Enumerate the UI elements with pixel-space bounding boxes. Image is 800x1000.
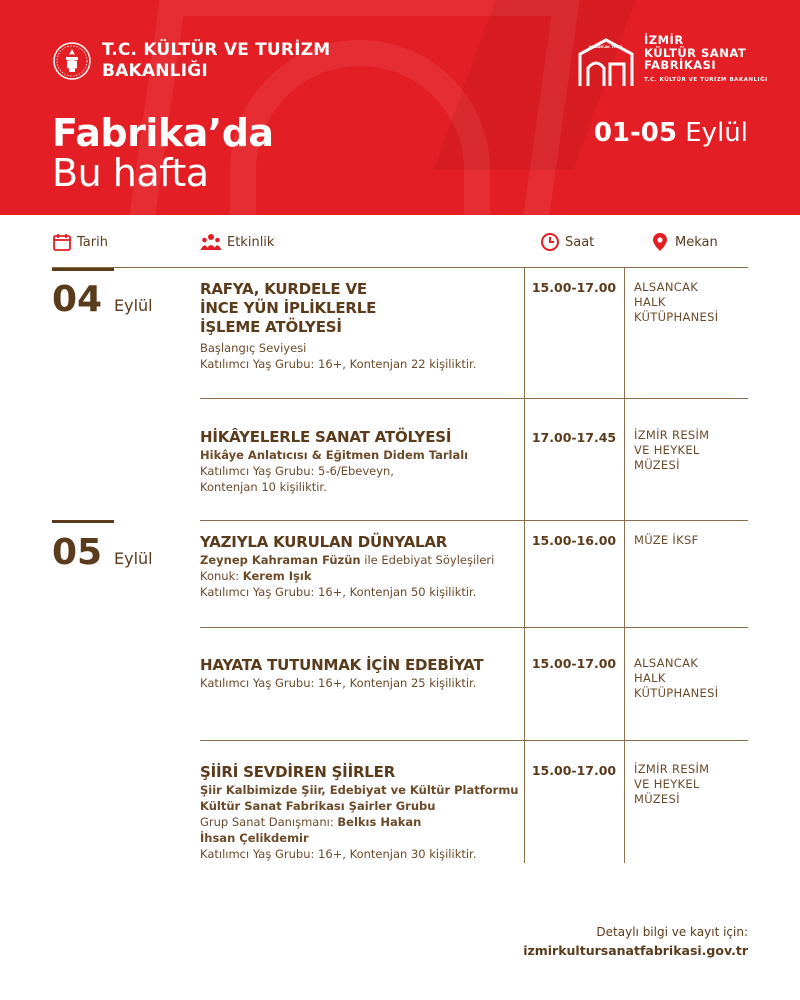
event-place [634,280,744,325]
ministry-name-line1: T.C. KÜLTÜR VE TURİZM [102,40,331,60]
event-item[interactable] [200,656,520,691]
event-title: ŞİİRİ SEVDİREN ŞİİRLER [200,763,396,781]
event-place-line: KÜTÜPHANESİ [634,310,719,324]
event-item[interactable] [200,533,520,600]
date-range-month: Eylül [685,118,748,148]
event-capacity: Katılımcı Yaş Grubu: 5-6/Ebeveyn, [200,464,394,478]
day-month: Eylül [114,296,153,315]
event-guest-name: Kerem Işık [242,569,312,583]
event-item[interactable] [200,280,520,372]
location-pin-icon [650,232,670,252]
event-capacity: Kontenjan 10 kişiliktir. [200,480,327,494]
footer-info: Detaylı bilgi ve kayıt için: [596,925,748,939]
event-title: HAYATA TUTUNMAK İÇİN EDEBİYAT [200,656,484,674]
event-host-desc: ile Edebiyat Söyleşileri [360,553,495,567]
event-time: 17.00-17.45 [531,430,617,445]
event-item[interactable] [200,763,520,862]
ministry-emblem-icon [52,41,92,81]
event-level: Başlangıç Seviyesi [200,341,307,355]
event-place-line: İZMİR RESİM [634,428,710,442]
event-place-line: HALK [634,295,666,309]
clock-icon [540,232,560,252]
event-place [634,762,744,807]
event-advisor-name: İhsan Çelikdemir [200,831,309,845]
header-banner [0,0,800,215]
column-time-label: Saat [565,234,595,250]
event-time: 15.00-17.00 [531,280,617,295]
event-advisor-name: Belkıs Hakan [337,815,422,829]
fabrika-badge: ALSANCAK TEKEL [588,45,624,49]
event-place [634,533,744,548]
time-column-divider [524,267,525,863]
event-place [634,428,744,473]
event-place-line: KÜTÜPHANESİ [634,686,719,700]
date-bar [52,268,114,271]
column-date-label: Tarih [77,234,108,250]
column-place [650,232,718,252]
calendar-icon [52,232,72,252]
event-title: HİKÂYELERLE SANAT ATÖLYESİ [200,428,452,446]
event-advisor [200,814,520,830]
event-place-line: ALSANCAK [634,280,699,294]
event-host [200,552,520,568]
event-time: 15.00-16.00 [531,533,617,548]
event-place-line: MÜZESİ [634,458,680,472]
date-range-days: 01-05 [593,118,677,148]
event-place-line: ALSANCAK [634,656,699,670]
column-place-label: Mekan [675,234,718,250]
event-place [634,656,744,701]
event-host-name: Zeynep Kahraman Füzün [200,553,361,567]
event-title: İNCE YÜN İPLİKLERLE [200,299,377,317]
event-place-line: VE HEYKEL [634,443,700,457]
event-guest-label: Konuk: [200,569,243,583]
event-place-line: HALK [634,671,666,685]
column-event [200,232,274,252]
header-divider [52,267,748,268]
event-place-line: İZMİR RESİM [634,762,710,776]
event-advisor-label: Grup Sanat Danışmanı: [200,815,338,829]
day-number: 05 [52,532,103,573]
event-place-line: MÜZE İKSF [634,533,699,547]
ministry-name-line2: BAKANLIĞI [102,61,208,81]
row-divider [200,398,748,399]
event-title: RAFYA, KURDELE VE [200,280,367,298]
place-column-divider [624,267,625,863]
row-divider [200,740,748,741]
event-item[interactable] [200,428,520,495]
event-guest [200,568,520,584]
event-organizer: Kültür Sanat Fabrikası Şairler Grubu [200,799,436,813]
event-place-line: VE HEYKEL [634,777,700,791]
column-time [540,232,594,252]
fabrika-name-line1: İZMİR [644,33,684,47]
event-time: 15.00-17.00 [531,656,617,671]
event-title: İŞLEME ATÖLYESİ [200,318,342,336]
event-capacity: Katılımcı Yaş Grubu: 16+, Kontenjan 30 kişiliktir. [200,847,477,861]
event-capacity: Katılımcı Yaş Grubu: 16+, Kontenjan 25 kişiliktir. [200,676,477,690]
day-number: 04 [52,279,103,320]
event-capacity: Katılımcı Yaş Grubu: 16+, Kontenjan 50 kişiliktir. [200,585,477,599]
fabrika-subtitle: T.C. KÜLTÜR VE TURİZM BAKANLIĞI [644,76,768,83]
footer-url-link[interactable]: izmirkultursanatfabrikasi.gov.tr [523,943,748,958]
ministry-logo[interactable] [52,40,330,82]
page-title: Fabrika’da [52,111,274,155]
people-icon [200,232,222,252]
column-date [52,232,108,252]
event-instructor: Hikâye Anlatıcısı & Eğitmen Didem Tarlalı [200,448,469,462]
event-place-line: MÜZESİ [634,792,680,806]
date-bar [52,520,114,523]
day-month: Eylül [114,549,153,568]
row-divider [200,520,748,521]
event-capacity: Katılımcı Yaş Grubu: 16+, Kontenjan 22 kişiliktir. [200,357,477,371]
column-event-label: Etkinlik [227,234,275,250]
event-title: YAZIYLA KURULAN DÜNYALAR [200,533,448,551]
date-range [594,118,748,148]
event-time: 15.00-17.00 [531,763,617,778]
event-organizer: Şiir Kalbimizde Şiir, Edebiyat ve Kültür Platformu [200,783,519,797]
page-subtitle: Bu hafta [52,151,209,195]
fabrika-name-line3: FABRİKASI [644,58,717,72]
fabrika-logo[interactable] [576,34,768,90]
fabrika-name-line2: KÜLTÜR SANAT [644,45,747,60]
row-divider [200,627,748,628]
fabrika-building-icon [576,34,636,90]
